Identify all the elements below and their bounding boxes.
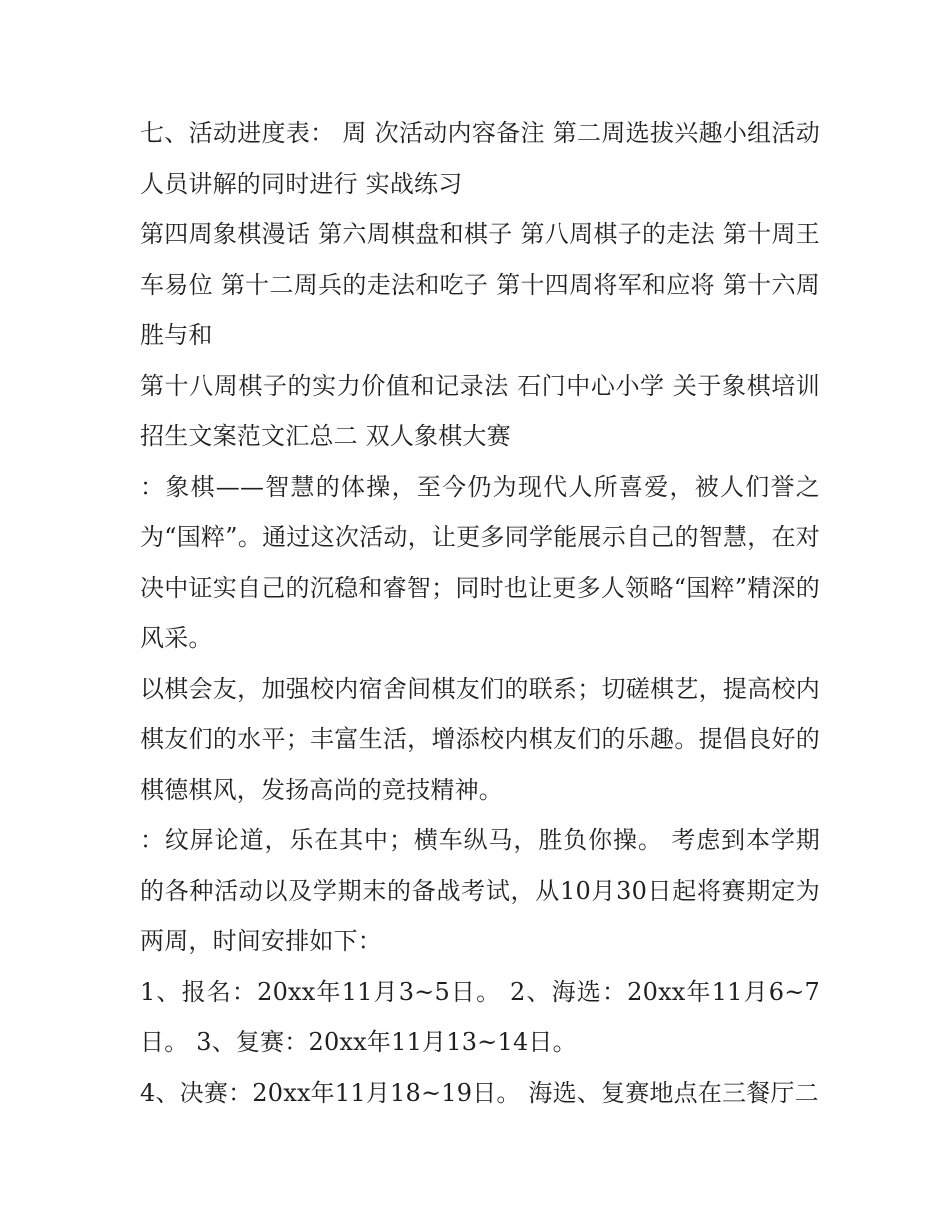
paragraph-theme-timing: ：纹屏论道，乐在其中；横车纵马，胜负你操。 考虑到本学期的各种活动以及学期末的备战考试，从10月30日起将赛期定为两周，时间安排如下： bbox=[140, 826, 820, 955]
paragraph-final-dates: 4、决赛：20xx年11月18~19日。 海选、复赛地点在三餐厅二 bbox=[140, 1078, 819, 1107]
paragraph-registration-dates: 1、报名：20xx年11月3~5日。 2、海选：20xx年11月6~7日。 3、复赛：20xx年11月13~14日。 bbox=[140, 977, 820, 1056]
paragraph-weekly-topics: 第四周象棋漫话 第六周棋盘和棋子 第八周棋子的走法 第十周王车易位 第十二周兵的走法和吃子 第十四周将军和应将 第十六周胜与和 bbox=[140, 220, 820, 349]
paragraph-doc-heading: 第十八周棋子的实力价值和记录法 石门中心小学 关于象棋培训招生文案范文汇总二 双人象棋大赛 bbox=[140, 371, 820, 450]
paragraph-schedule-table: 七、活动进度表： 周 次活动内容备注 第二周选拔兴趣小组活动人员讲解的同时进行 实战练习 bbox=[140, 119, 820, 198]
paragraph-purpose: ：象棋——智慧的体操，至今仍为现代人所喜爱，被人们誉之为“国粹”。通过这次活动，让更多同学能展示自己的智慧，在对决中证实自己的沉稳和睿智；同时也让更多人领略“国粹”精深的风采。 bbox=[140, 472, 820, 652]
paragraph-goals: 以棋会友，加强校内宿舍间棋友们的联系；切磋棋艺，提高校内棋友们的水平；丰富生活，增添校内棋友们的乐趣。提倡良好的棋德棋风，发扬高尚的竞技精神。 bbox=[140, 674, 820, 804]
